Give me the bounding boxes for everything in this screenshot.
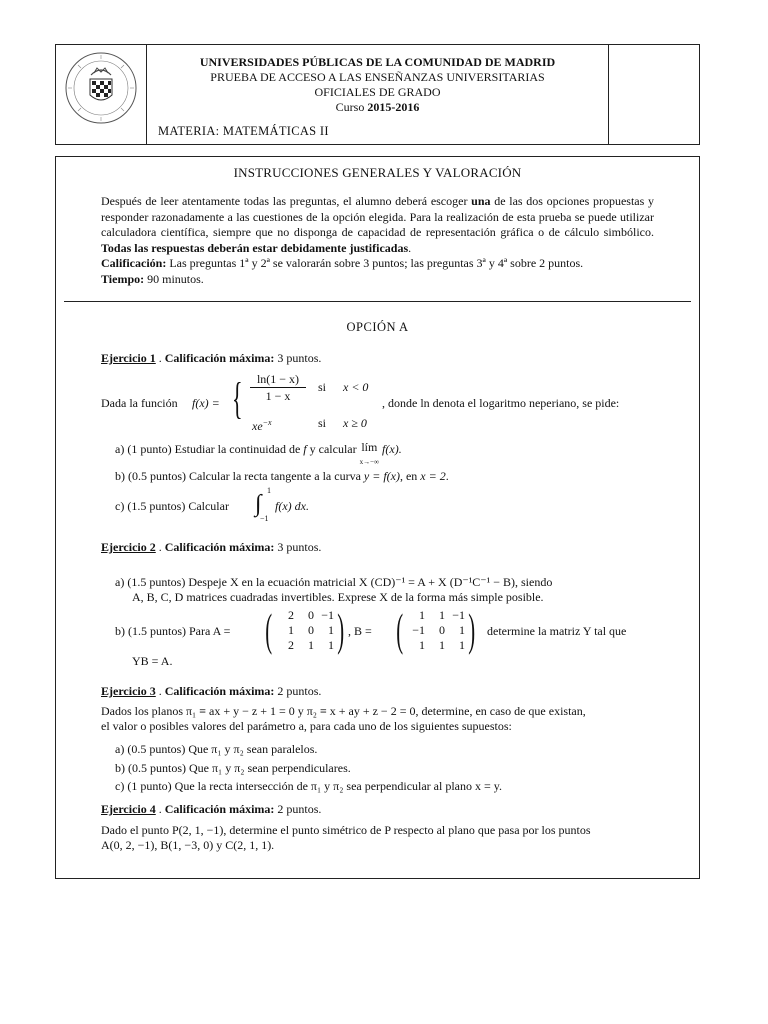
exam-header [55, 44, 700, 145]
integral-sup: 1 [267, 486, 271, 495]
separator-line [64, 301, 691, 302]
exercise-4-heading: Ejercicio 4 . Calificación máxima: 2 puntos. [101, 802, 322, 816]
ej1-case2-cond-text: x ≥ 0 [343, 416, 367, 430]
integral-sub: −1 [260, 514, 269, 523]
ej1-case2-exp: −x [262, 418, 272, 427]
instr-bold-una: una [471, 194, 491, 208]
matrix-b-cell-2-1: 1 [439, 637, 445, 652]
exercise-4-calif: Calificación máxima: [164, 802, 275, 816]
ej1-brace: { [232, 374, 243, 423]
calif-label: Calificación: [101, 256, 167, 270]
instr-text-end: . [408, 240, 412, 255]
matrix-b-left-paren: ( [396, 604, 404, 655]
exercise-2-label: Ejercicio 2 [101, 540, 156, 554]
matrix-a-cell-0-2: −1 [321, 607, 334, 622]
exercise-1-calif: Calificación máxima: [164, 351, 275, 365]
ej1-b-text: b) (0.5 puntos) Calcular la recta tangente a la curva [115, 469, 364, 483]
matrix-a-cell-1-2: 1 [328, 622, 334, 637]
ej1-a-f: f [303, 442, 307, 456]
ej1-b-mid: , en [399, 469, 421, 483]
ej1-fx-text: f(x) = [192, 396, 220, 410]
matrix-a-left-paren: ( [265, 604, 273, 655]
exam-subtitle: OFICIALES DE GRADO [314, 85, 441, 99]
exercise-2-points: 3 puntos. [277, 540, 322, 554]
ej1-a-pre: a) (1 punto) Estudiar la continuidad de [115, 442, 304, 456]
exercise-4-label: Ejercicio 4 [101, 802, 156, 816]
ej1-a-mid: y calcular [306, 442, 360, 456]
ej1-intro: Dada la función [101, 396, 178, 410]
matrix-b-cell-0-2: −1 [452, 607, 465, 622]
exercise-1-heading: Ejercicio 1 . Calificación máxima: 3 puntos. [101, 351, 322, 365]
exercise-3-label: Ejercicio 3 [101, 684, 156, 698]
ej2-b-end: YB = A. [132, 654, 173, 668]
ej1-case1-cond [343, 379, 368, 395]
calif-text: Las preguntas 1ª y 2ª se valorarán sobre 3 puntos; las preguntas 3ª y 4ª sobre 2 puntos. [166, 256, 584, 270]
matrix-b-cell-2-2: 1 [459, 637, 465, 652]
matrix-b-cell-0-1: 1 [439, 607, 445, 622]
time-label: Tiempo: [101, 271, 145, 286]
ej1-case1-num: ln(1 − x) [250, 371, 306, 388]
matrix-b-cell-0-0: 1 [419, 607, 425, 622]
ej1-a-limit [360, 441, 379, 469]
university-name: UNIVERSIDADES PÚBLICAS DE LA COMUNIDAD DE MADRID [199, 55, 556, 69]
matrix-a-cell-1-1: 0 [308, 622, 314, 637]
ej1-integrand [275, 498, 309, 514]
exam-name: PRUEBA DE ACCESO A LAS ENSEÑANZAS UNIVERSITARIAS [210, 70, 545, 84]
course-label: Curso [335, 100, 365, 114]
ej3-item-a: a) (0.5 puntos) Que π₁ y π₂ sean paralelos. [115, 742, 318, 756]
ej3-line1: Dados los planos π₁ ≡ ax + y − z + 1 = 0 y π₂ ≡ x + ay + z − 2 = 0, determine, en caso de que existan, [101, 704, 586, 718]
subject-title: MATERIA: MATEMÁTICAS II [158, 124, 329, 138]
instructions-title: INSTRUCCIONES GENERALES Y VALORACIÓN [233, 165, 522, 180]
exercise-2-heading: Ejercicio 2 . Calificación máxima: 3 puntos. [101, 540, 322, 554]
ej2-item-a-line1: a) (1.5 puntos) Despeje X en la ecuación matricial X (CD)⁻¹ = A + X (D⁻¹C⁻¹ − B), siendo [115, 575, 553, 589]
ej1-case1-cond-text: x < 0 [343, 380, 369, 394]
course-year: 2015-2016 [367, 100, 420, 114]
ej1-b-end: . [445, 469, 449, 483]
exercise-1-points: 3 puntos. [277, 351, 322, 365]
matrix-a-grid [274, 608, 334, 653]
ej1-case2-si: si [318, 416, 327, 430]
logo-cell [56, 45, 147, 144]
ej1-b-x: x = 2 [420, 469, 446, 483]
ej2-b-pre: b) (1.5 puntos) Para A = [115, 624, 231, 638]
matrix-a-cell-2-2: 1 [328, 637, 334, 652]
matrix-b-right-paren: ) [468, 604, 476, 655]
matrix-b-cell-1-2: 1 [459, 622, 465, 637]
exercise-3-points: 2 puntos. [277, 684, 322, 698]
matrix-a-cell-0-1: 0 [308, 607, 314, 622]
ej2-b-mid: , B = [348, 624, 372, 638]
ej1-case1-frac [250, 371, 306, 404]
matrix-b-grid [405, 608, 465, 653]
matrix-a-cell-1-0: 1 [288, 622, 294, 637]
ej1-a-lim: lím [361, 440, 378, 454]
instr-text-1: Después de leer atentamente todas las preguntas, el alumno deberá escoger [101, 194, 472, 208]
matrix-b-cell-1-0: −1 [412, 622, 425, 637]
ej1-after: , donde ln denota el logaritmo neperiano, se pide: [382, 396, 620, 410]
ej1-b-eq: y = f(x) [363, 469, 400, 483]
course-line [146, 100, 609, 115]
instructions-text [101, 194, 654, 287]
exercise-2-calif: Calificación máxima: [164, 540, 275, 554]
ej1-case1-si: si [318, 380, 327, 394]
ej1-item-c: c) (1.5 puntos) Calcular [115, 499, 229, 513]
ej1-case1-den: 1 − x [265, 389, 291, 403]
instr-bold-justify: Todas las respuestas deberán estar debidamente justificadas [101, 240, 409, 255]
ej2-item-a-line2: A, B, C, D matrices cuadradas invertibles. Exprese X de la forma más simple posible. [132, 590, 544, 604]
exercise-1-label: Ejercicio 1 [101, 351, 156, 365]
ej3-line2: el valor o posibles valores del parámetro a, para cada uno de los siguientes supuestos: [101, 719, 512, 733]
ej2-b-post: determine la matriz Y tal que [487, 624, 627, 638]
ej1-integrand-text: f(x) dx. [275, 499, 309, 513]
ej3-item-b: b) (0.5 puntos) Que π₁ y π₂ sean perpendiculares. [115, 761, 351, 775]
matrix-b-cell-1-1: 0 [439, 622, 445, 637]
exercise-4-points: 2 puntos. [277, 802, 322, 816]
ej1-case2-expr [252, 415, 272, 434]
option-title: OPCIÓN A [346, 320, 409, 334]
matrix-b-cell-2-0: 1 [419, 637, 425, 652]
ej1-fx [192, 395, 220, 411]
ej3-item-c: c) (1 punto) Que la recta intersección de π₁ y π₂ sea perpendicular al plano x = y. [115, 779, 502, 793]
ej1-item-b [115, 468, 449, 484]
ej4-line1: Dado el punto P(2, 1, −1), determine el punto simétrico de P respecto al plano que pasa por los puntos [101, 823, 591, 837]
time-text: 90 minutos. [144, 271, 204, 286]
matrix-a-cell-2-0: 2 [288, 637, 294, 652]
instr-text-2: de las dos opciones propuestas y responder razonadamente a las cuestiones de la opción elegida. Para la realización de esta prueba se puede utilizar calculadora científica, siempre que no disponga de capacidad de representación gráfica o de cálculo simbólico. [101, 194, 654, 239]
matrix-a-cell-2-1: 1 [308, 637, 314, 652]
blank-cell [608, 45, 699, 144]
ej1-item-a [115, 441, 402, 469]
matrix-B [393, 606, 477, 654]
integral-sign: ∫ [255, 491, 262, 517]
ej4-line2: A(0, 2, −1), B(1, −3, 0) y C(2, 1, 1). [101, 838, 275, 852]
matrix-a-cell-0-0: 2 [288, 607, 294, 622]
ej1-a-post: f(x). [382, 442, 402, 456]
header-titles [146, 55, 609, 115]
matrix-a-right-paren: ) [337, 604, 345, 655]
ej1-case2-base: xe [252, 419, 263, 433]
exercise-3-heading: Ejercicio 3 . Calificación máxima: 2 puntos. [101, 684, 322, 698]
exam-body-frame [55, 156, 700, 879]
exercise-3-calif: Calificación máxima: [164, 684, 275, 698]
university-seal-logo [64, 51, 138, 125]
ej1-a-sub: x→−∞ [359, 458, 380, 466]
ej1-case2-cond [343, 415, 367, 431]
matrix-A [262, 606, 346, 654]
